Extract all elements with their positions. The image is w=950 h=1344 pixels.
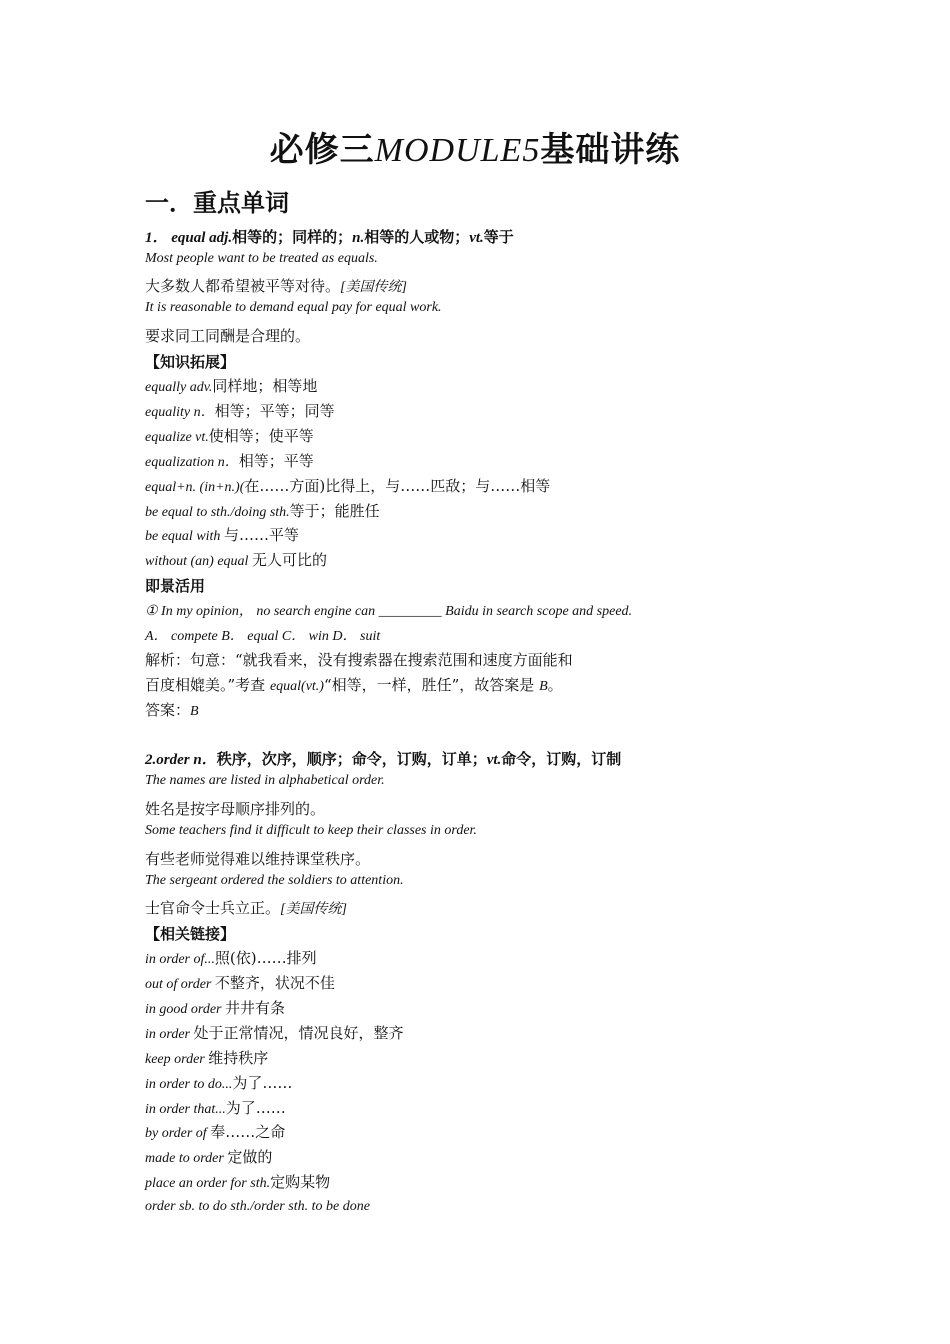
subheading-knowledge: 【知识拓展】: [145, 353, 236, 371]
list-item-en: equalization n．: [145, 455, 239, 470]
list-item-zh: 定做的: [227, 1148, 273, 1166]
list-item-zh: 无人可比的: [251, 551, 327, 569]
analysis-answer: B: [539, 679, 548, 694]
list-item: [145, 997, 285, 1018]
list-item-zh: 在……方面)比得上，与……匹敌；与……相等: [244, 477, 551, 495]
list-item-en: in good order: [145, 1002, 225, 1017]
list-item: [145, 1196, 370, 1215]
list-item-zh: 照(依)……排列: [214, 949, 317, 967]
subheading-practice: 即景活用: [145, 577, 206, 595]
list-item-zh: 同样地；相等地: [212, 377, 318, 395]
word2-head-zh: 秩序，次序，顺序；命令，订购，订单；: [216, 750, 487, 768]
list-item-zh: 为了……: [225, 1099, 286, 1117]
analysis-text: “相等，一样，胜任”，故答案是: [323, 676, 540, 694]
example-zh: 要求同工同酬是合理的。: [145, 327, 311, 345]
word1-head-vt: vt.: [469, 230, 484, 246]
answer-value: B: [190, 704, 199, 719]
practice-question: ① In my opinion， no search engine can _________ Baidu in search scope and speed.: [145, 604, 633, 619]
word1-head-en: 1． equal adj.: [145, 230, 233, 246]
example-en: The names are listed in alphabetical order.: [145, 773, 385, 788]
word-heading-order: [145, 748, 621, 769]
word2-head-zh2: 命令，订购，订制: [501, 750, 622, 768]
analysis-line-1: 解析：句意：“就我看来，没有搜索器在搜索范围和速度方面能和: [145, 651, 573, 669]
list-item-zh: 不整齐，状况不佳: [214, 974, 335, 992]
list-item-en: made to order: [145, 1151, 228, 1166]
list-item: [145, 475, 550, 496]
list-item-en: in order: [145, 1027, 194, 1042]
list-item-zh: 奉……之命: [210, 1123, 286, 1141]
list-item: [145, 972, 335, 993]
list-item-en: order sb. to do sth./order sth. to be done: [145, 1199, 370, 1214]
analysis-term: equal(vt.): [269, 679, 324, 694]
list-item: [145, 1171, 330, 1192]
list-item-en: in order that...: [145, 1102, 226, 1117]
list-item-zh: 等于；能胜任: [289, 502, 380, 520]
list-item: [145, 1022, 404, 1043]
title-tail: 基础讲练: [540, 130, 681, 170]
example-zh: 有些老师觉得难以维持课堂秩序。: [145, 850, 371, 868]
list-item-en: place an order for sth.: [145, 1176, 271, 1191]
list-item-en: be equal with: [145, 529, 224, 544]
example-zh: 姓名是按字母顺序排列的。: [145, 800, 326, 818]
answer-line: [145, 699, 199, 720]
analysis-line-2: [145, 674, 563, 695]
list-item: [145, 400, 335, 421]
list-item: [145, 1072, 292, 1093]
list-item: [145, 375, 317, 396]
list-item-zh: 与……平等: [223, 526, 299, 544]
list-item: [145, 1146, 272, 1167]
word1-head-zh: 相等的；同样的；: [232, 228, 353, 246]
list-item: [145, 524, 299, 545]
list-item-zh: 处于正常情况，情况良好，整齐: [193, 1024, 404, 1042]
practice-options: A． compete B． equal C． win D． suit: [145, 629, 381, 644]
example-source: [美国传统]: [280, 902, 347, 917]
title-zh: 必修三: [269, 130, 375, 170]
example-en: Most people want to be treated as equals.: [145, 251, 378, 266]
list-item-en: out of order: [145, 977, 215, 992]
answer-label: 答案：: [145, 701, 191, 719]
subheading-links: 【相关链接】: [145, 925, 236, 943]
word2-head-vt: vt.: [486, 752, 502, 768]
list-item-zh: 维持秩序: [208, 1049, 269, 1067]
example-source: [美国传统]: [340, 280, 407, 295]
word1-head-n: n.: [352, 230, 365, 246]
title-en: MODULE5: [374, 132, 541, 169]
analysis-text: 。: [547, 676, 563, 694]
list-item-zh: 井井有条: [224, 999, 285, 1017]
word2-head-en: 2.order n．: [145, 752, 217, 768]
list-item-en: be equal to sth./doing sth.: [145, 505, 290, 520]
list-item-zh: 使相等；使平等: [208, 427, 314, 445]
list-item: [145, 425, 314, 446]
list-item: [145, 1097, 286, 1118]
list-item: [145, 549, 327, 570]
list-item-en: keep order: [145, 1052, 209, 1067]
list-item: [145, 500, 380, 521]
example-en: The sergeant ordered the soldiers to attention.: [145, 873, 404, 888]
example-en: Some teachers find it difficult to keep their classes in order.: [145, 823, 477, 838]
list-item-en: equalize vt.: [145, 430, 209, 445]
list-item-zh: 相等；平等；同等: [214, 402, 335, 420]
page-title: [145, 122, 805, 171]
list-item-en: equally adv.: [145, 380, 213, 395]
list-item: [145, 1047, 268, 1068]
example-en: It is reasonable to demand equal pay for equal work.: [145, 300, 442, 315]
example-zh-text: 士官命令士兵立正。: [145, 899, 281, 917]
example-zh-text: 大多数人都希望被平等对待。: [145, 277, 341, 295]
list-item-en: without (an) equal: [145, 554, 252, 569]
word1-head-zh2: 相等的人或物；: [364, 228, 470, 246]
list-item-en: in order of...: [145, 952, 215, 967]
list-item-en: by order of: [145, 1126, 211, 1141]
section-heading: 一．重点单词: [145, 188, 289, 217]
list-item: [145, 450, 314, 471]
list-item-zh: 定购某物: [270, 1173, 331, 1191]
example-zh: [145, 897, 347, 918]
word-heading-equal: [145, 226, 514, 247]
list-item-en: equality n．: [145, 405, 215, 420]
list-item-en: equal+n. (in+n.)(: [145, 480, 245, 495]
list-item: [145, 947, 317, 968]
list-item: [145, 1121, 285, 1142]
list-item-en: in order to do...: [145, 1077, 233, 1092]
example-zh: [145, 275, 407, 296]
list-item-zh: 为了……: [232, 1074, 293, 1092]
word1-head-zh3: 等于: [483, 228, 514, 246]
analysis-text: 百度相媲美。”考查: [145, 676, 270, 694]
list-item-zh: 相等；平等: [238, 452, 314, 470]
